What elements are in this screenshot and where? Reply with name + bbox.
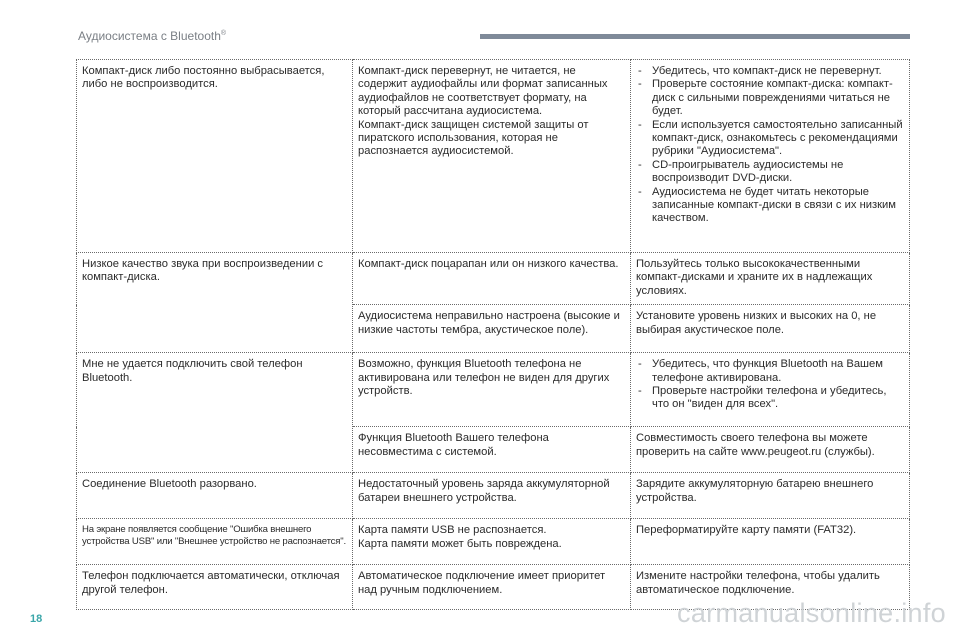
problem-cell: Низкое качество звука при воспроизведении с компакт-диска. (77, 253, 353, 353)
cause-cell: Недостаточный уровень заряда аккумуляторной батареи внешнего устройства. (353, 473, 631, 519)
solution-cell (631, 353, 910, 427)
solution-list (636, 65, 905, 226)
problem-cell: Мне не удается подключить свой телефон Bluetooth. (77, 353, 353, 473)
list-item: - Убедитесь, что компакт-диск не перевернут. (636, 65, 905, 78)
table-row (77, 60, 910, 253)
list-item: - Проверьте состояние компакт-диска: компакт-диск с сильными повреждениями читаться не будет. (636, 78, 905, 118)
solution-cell: Совместимость своего телефона вы можете проверить на сайте www.peugeot.ru (службы). (631, 427, 910, 473)
solution-cell: Измените настройки телефона, чтобы удалить автоматическое подключение. (631, 565, 910, 610)
list-item: - CD-проигрыватель аудиосистемы не воспроизводит DVD-диски. (636, 159, 905, 186)
troubleshooting-table (76, 59, 910, 610)
problem-cell: Компакт-диск либо постоянно выбрасывается, либо не воспроизводится. (77, 60, 353, 253)
table-row (77, 473, 910, 519)
table-row (77, 253, 910, 305)
list-item: - Аудиосистема не будет читать некоторые записанные компакт-диски в связи с их низким качеством. (636, 186, 905, 226)
problem-cell: На экране появляется сообщение "Ошибка внешнего устройства USB" или "Внешнее устройство не распознается". (77, 519, 353, 565)
table-row (77, 353, 910, 427)
header-text: Аудиосистема с Bluetooth (78, 29, 221, 43)
page-number: 18 (30, 613, 43, 625)
list-item: - Проверьте настройки телефона и убедитесь, что он "виден для всех". (636, 385, 905, 412)
page-header-title (78, 29, 226, 43)
solution-cell: Переформатируйте карту памяти (FAT32). (631, 519, 910, 565)
cause-cell: Возможно, функция Bluetooth телефона не активирована или телефон не виден для других устройств. (353, 353, 631, 427)
cause-cell: Функция Bluetooth Вашего телефона несовместима с системой. (353, 427, 631, 473)
solution-cell: Зарядите аккумуляторную батарею внешнего устройства. (631, 473, 910, 519)
solution-cell (631, 60, 910, 253)
problem-cell: Телефон подключается автоматически, отключая другой телефон. (77, 565, 353, 610)
cause-cell: Карта памяти USB не распознается. Карта памяти может быть повреждена. (353, 519, 631, 565)
table-row (77, 519, 910, 565)
cause-cell: Компакт-диск перевернут, не читается, не содержит аудиофайлы или формат записанных аудиофайлов не соответствует формату, на который рассчитана аудиосистема. Компакт-диск защищен системой защиты от пиратского использования, которая не распознается аудиосистемой. (353, 60, 631, 253)
solution-cell: Пользуйтесь только высококачественными компакт-дисками и храните их в надлежащих условиях. (631, 253, 910, 305)
cause-cell: Аудиосистема неправильно настроена (высокие и низкие частоты тембра, акустическое поле). (353, 305, 631, 353)
cause-cell: Компакт-диск поцарапан или он низкого качества. (353, 253, 631, 305)
watermark-text: carmanualsonline.info (677, 598, 946, 628)
problem-cell: Соединение Bluetooth разорвано. (77, 473, 353, 519)
list-item: - Если используется самостоятельно записанный компакт-диск, ознакомьтесь с рекомендациями рубрики "Аудиосистема". (636, 119, 905, 159)
list-item: - Убедитесь, что функция Bluetooth на Вашем телефоне активирована. (636, 358, 905, 385)
cause-cell: Автоматическое подключение имеет приоритет над ручным подключением. (353, 565, 631, 610)
registered-mark: ® (220, 30, 227, 37)
header-decor-bar (480, 34, 910, 39)
solution-cell: Установите уровень низких и высоких на 0, не выбирая акустическое поле. (631, 305, 910, 353)
solution-list (636, 358, 905, 412)
